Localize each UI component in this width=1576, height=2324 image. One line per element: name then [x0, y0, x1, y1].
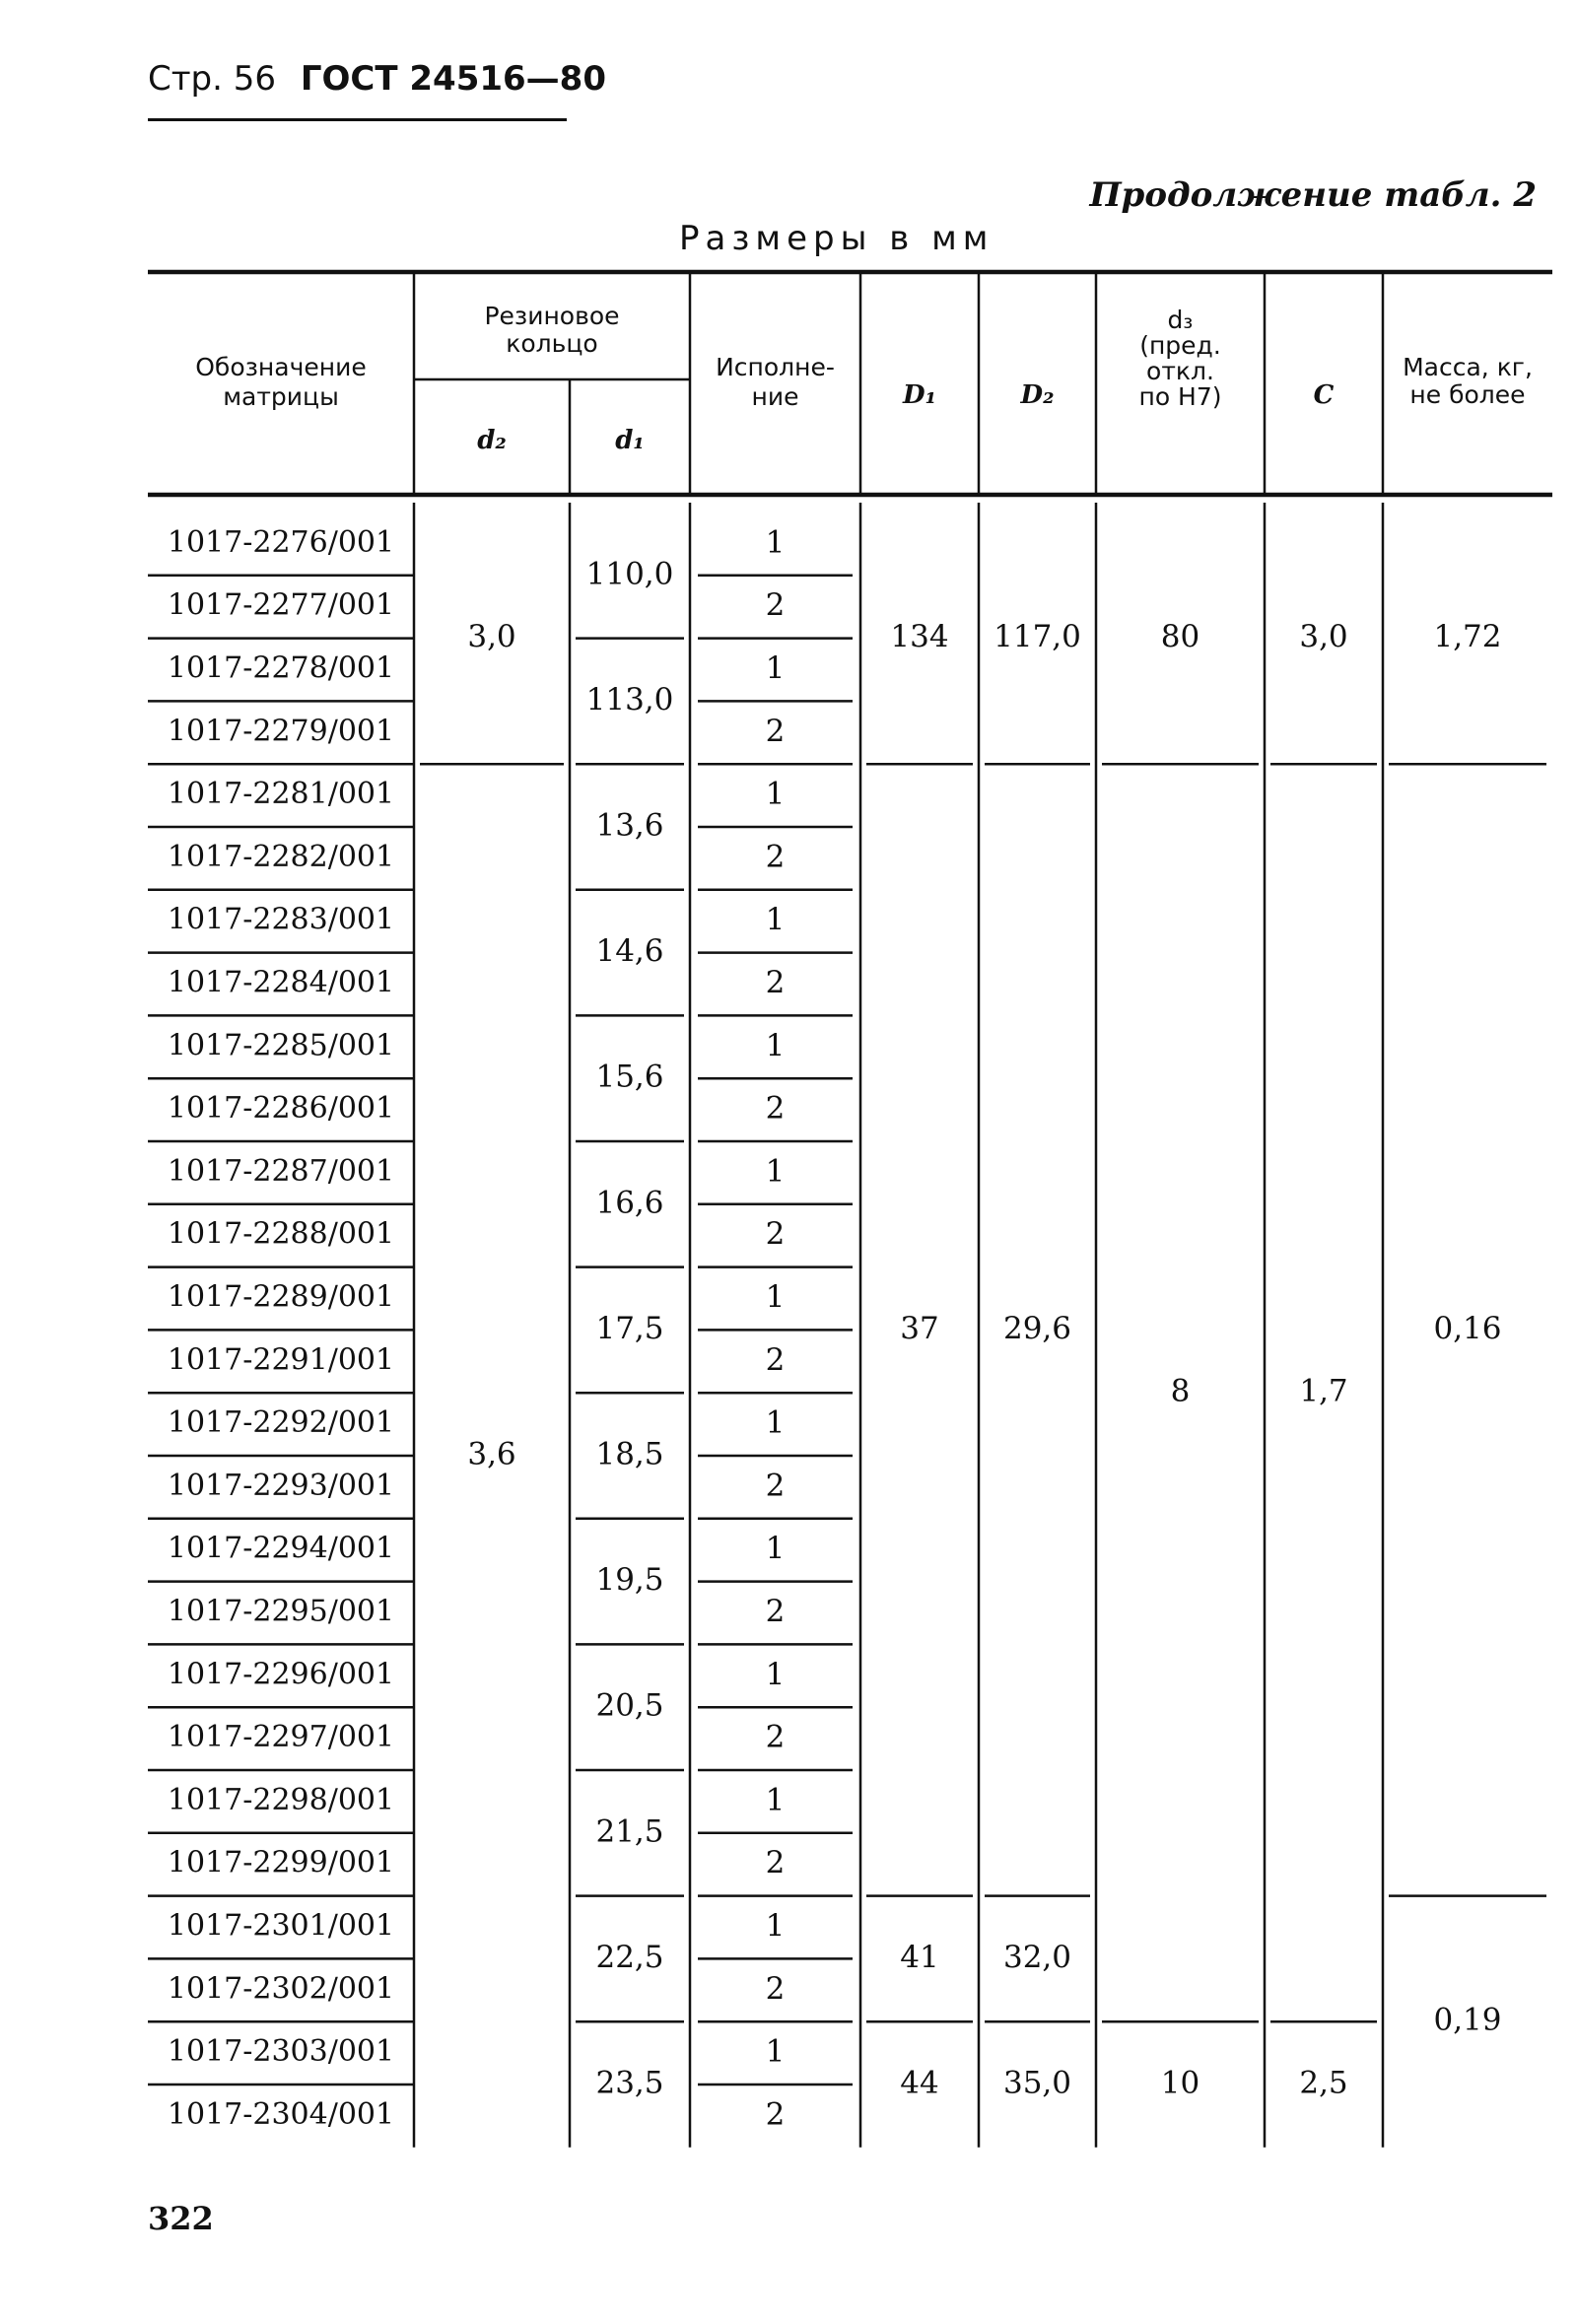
- row-designation: 1017-2293/001: [167, 1468, 395, 1503]
- row-designation: 1017-2278/001: [167, 650, 395, 686]
- column-header-D1: D₁: [903, 380, 936, 410]
- row-designation: 1017-2299/001: [167, 1845, 395, 1880]
- cell-mass: 0,16: [1433, 1310, 1502, 1346]
- cell-d1: 15,6: [595, 1059, 664, 1095]
- column-header-ring: Резиновое: [484, 302, 620, 330]
- page-label: Стр. 56: [148, 59, 277, 99]
- standard-label: ГОСТ 24516—80: [300, 59, 606, 99]
- cell-D1: 41: [900, 1939, 939, 1975]
- continuation-label: Продолжение табл. 2: [1089, 175, 1537, 215]
- cell-d1: 19,5: [595, 1562, 664, 1599]
- column-header-designation: Обозначение: [195, 353, 367, 381]
- page-number: 322: [148, 2200, 214, 2237]
- row-version: 2: [765, 1468, 786, 1504]
- row-designation: 1017-2295/001: [167, 1594, 395, 1629]
- cell-D1: 134: [890, 619, 949, 655]
- row-designation: 1017-2303/001: [167, 2034, 395, 2070]
- cell-D2: 32,0: [1002, 1939, 1072, 1975]
- column-header-d1: d₁: [615, 426, 645, 455]
- row-designation: 1017-2296/001: [167, 1657, 395, 1692]
- row-designation: 1017-2276/001: [167, 524, 395, 560]
- cell-d1: 17,5: [595, 1310, 664, 1346]
- row-designation: 1017-2292/001: [167, 1405, 395, 1441]
- cell-D2: 35,0: [1002, 2065, 1072, 2101]
- row-designation: 1017-2283/001: [167, 902, 395, 937]
- row-version: 1: [765, 524, 786, 561]
- cell-C: 3,0: [1299, 619, 1348, 655]
- row-version: 1: [765, 2033, 786, 2070]
- row-designation: 1017-2279/001: [167, 714, 395, 749]
- row-designation: 1017-2284/001: [167, 965, 395, 1000]
- row-designation: 1017-2301/001: [167, 1908, 395, 1944]
- cell-D1: 44: [900, 2065, 939, 2101]
- column-header-d3: d₃: [1167, 306, 1194, 334]
- cell-D2: 117,0: [994, 619, 1081, 655]
- row-version: 2: [765, 839, 786, 875]
- cell-d1: 20,5: [595, 1687, 664, 1724]
- row-designation: 1017-2297/001: [167, 1720, 395, 1755]
- row-designation: 1017-2298/001: [167, 1782, 395, 1817]
- row-designation: 1017-2282/001: [167, 839, 395, 874]
- cell-d3: 10: [1160, 2065, 1200, 2101]
- row-designation: 1017-2294/001: [167, 1531, 395, 1566]
- units-label: Размеры в мм: [679, 219, 994, 258]
- row-version: 2: [765, 713, 786, 749]
- column-header-version: ние: [751, 382, 799, 411]
- row-version: 2: [765, 1090, 786, 1127]
- row-version: 2: [765, 1719, 786, 1755]
- cell-d1: 22,5: [595, 1939, 664, 1975]
- column-header-d3: (пред.: [1139, 331, 1221, 360]
- row-version: 1: [765, 902, 786, 938]
- cell-C: 2,5: [1299, 2065, 1348, 2101]
- column-header-designation: матрицы: [223, 382, 339, 411]
- row-version: 2: [765, 1970, 786, 2007]
- row-version: 2: [765, 1216, 786, 1253]
- row-version: 1: [765, 1531, 786, 1567]
- column-header-mass: не более: [1409, 380, 1526, 409]
- cell-D2: 29,6: [1002, 1310, 1072, 1346]
- cell-d1: 18,5: [595, 1436, 664, 1472]
- row-version: 2: [765, 965, 786, 1000]
- row-designation: 1017-2277/001: [167, 587, 395, 623]
- row-designation: 1017-2289/001: [167, 1279, 395, 1315]
- row-designation: 1017-2291/001: [167, 1342, 395, 1378]
- cell-d1: 110,0: [585, 556, 674, 592]
- column-header-d3: откл.: [1146, 357, 1214, 385]
- cell-d1: 13,6: [595, 807, 664, 844]
- row-version: 2: [765, 1845, 786, 1881]
- row-designation: 1017-2285/001: [167, 1028, 395, 1063]
- row-version: 2: [765, 1594, 786, 1629]
- column-header-d2: d₂: [477, 426, 507, 455]
- row-version: 1: [765, 650, 786, 686]
- row-designation: 1017-2302/001: [167, 1971, 395, 2007]
- row-designation: 1017-2288/001: [167, 1216, 395, 1252]
- cell-d1: 23,5: [595, 2065, 664, 2101]
- row-version: 1: [765, 1656, 786, 1692]
- row-version: 2: [765, 587, 786, 624]
- row-version: 1: [765, 1908, 786, 1944]
- cell-d1: 21,5: [595, 1813, 664, 1850]
- row-version: 1: [765, 1027, 786, 1063]
- cell-d1: 16,6: [595, 1185, 664, 1221]
- row-version: 1: [765, 776, 786, 812]
- row-designation: 1017-2304/001: [167, 2096, 395, 2132]
- cell-mass: 0,19: [1433, 2002, 1502, 2038]
- cell-mass: 1,72: [1433, 619, 1502, 655]
- row-designation: 1017-2287/001: [167, 1153, 395, 1189]
- row-version: 1: [765, 1279, 786, 1315]
- row-designation: 1017-2281/001: [167, 777, 395, 812]
- row-version: 1: [765, 1153, 786, 1190]
- column-header-D2: D₂: [1020, 380, 1055, 410]
- cell-d2: 3,0: [467, 619, 516, 655]
- row-version: 2: [765, 1341, 786, 1378]
- column-header-ring: кольцо: [506, 329, 598, 358]
- cell-C: 1,7: [1299, 1373, 1348, 1409]
- cell-d3: 8: [1170, 1373, 1191, 1409]
- column-header-C: C: [1313, 380, 1335, 410]
- row-version: 2: [765, 2096, 786, 2133]
- row-designation: 1017-2286/001: [167, 1091, 395, 1127]
- column-header-d3: по H7): [1138, 382, 1222, 411]
- cell-d2: 3,6: [467, 1436, 516, 1472]
- column-header-version: Исполне-: [716, 353, 835, 381]
- column-header-mass: Масса, кг,: [1403, 353, 1533, 381]
- row-version: 1: [765, 1404, 786, 1441]
- row-version: 1: [765, 1782, 786, 1818]
- cell-d3: 80: [1160, 619, 1200, 655]
- cell-D1: 37: [900, 1310, 939, 1346]
- cell-d1: 113,0: [585, 681, 674, 718]
- cell-d1: 14,6: [595, 933, 664, 970]
